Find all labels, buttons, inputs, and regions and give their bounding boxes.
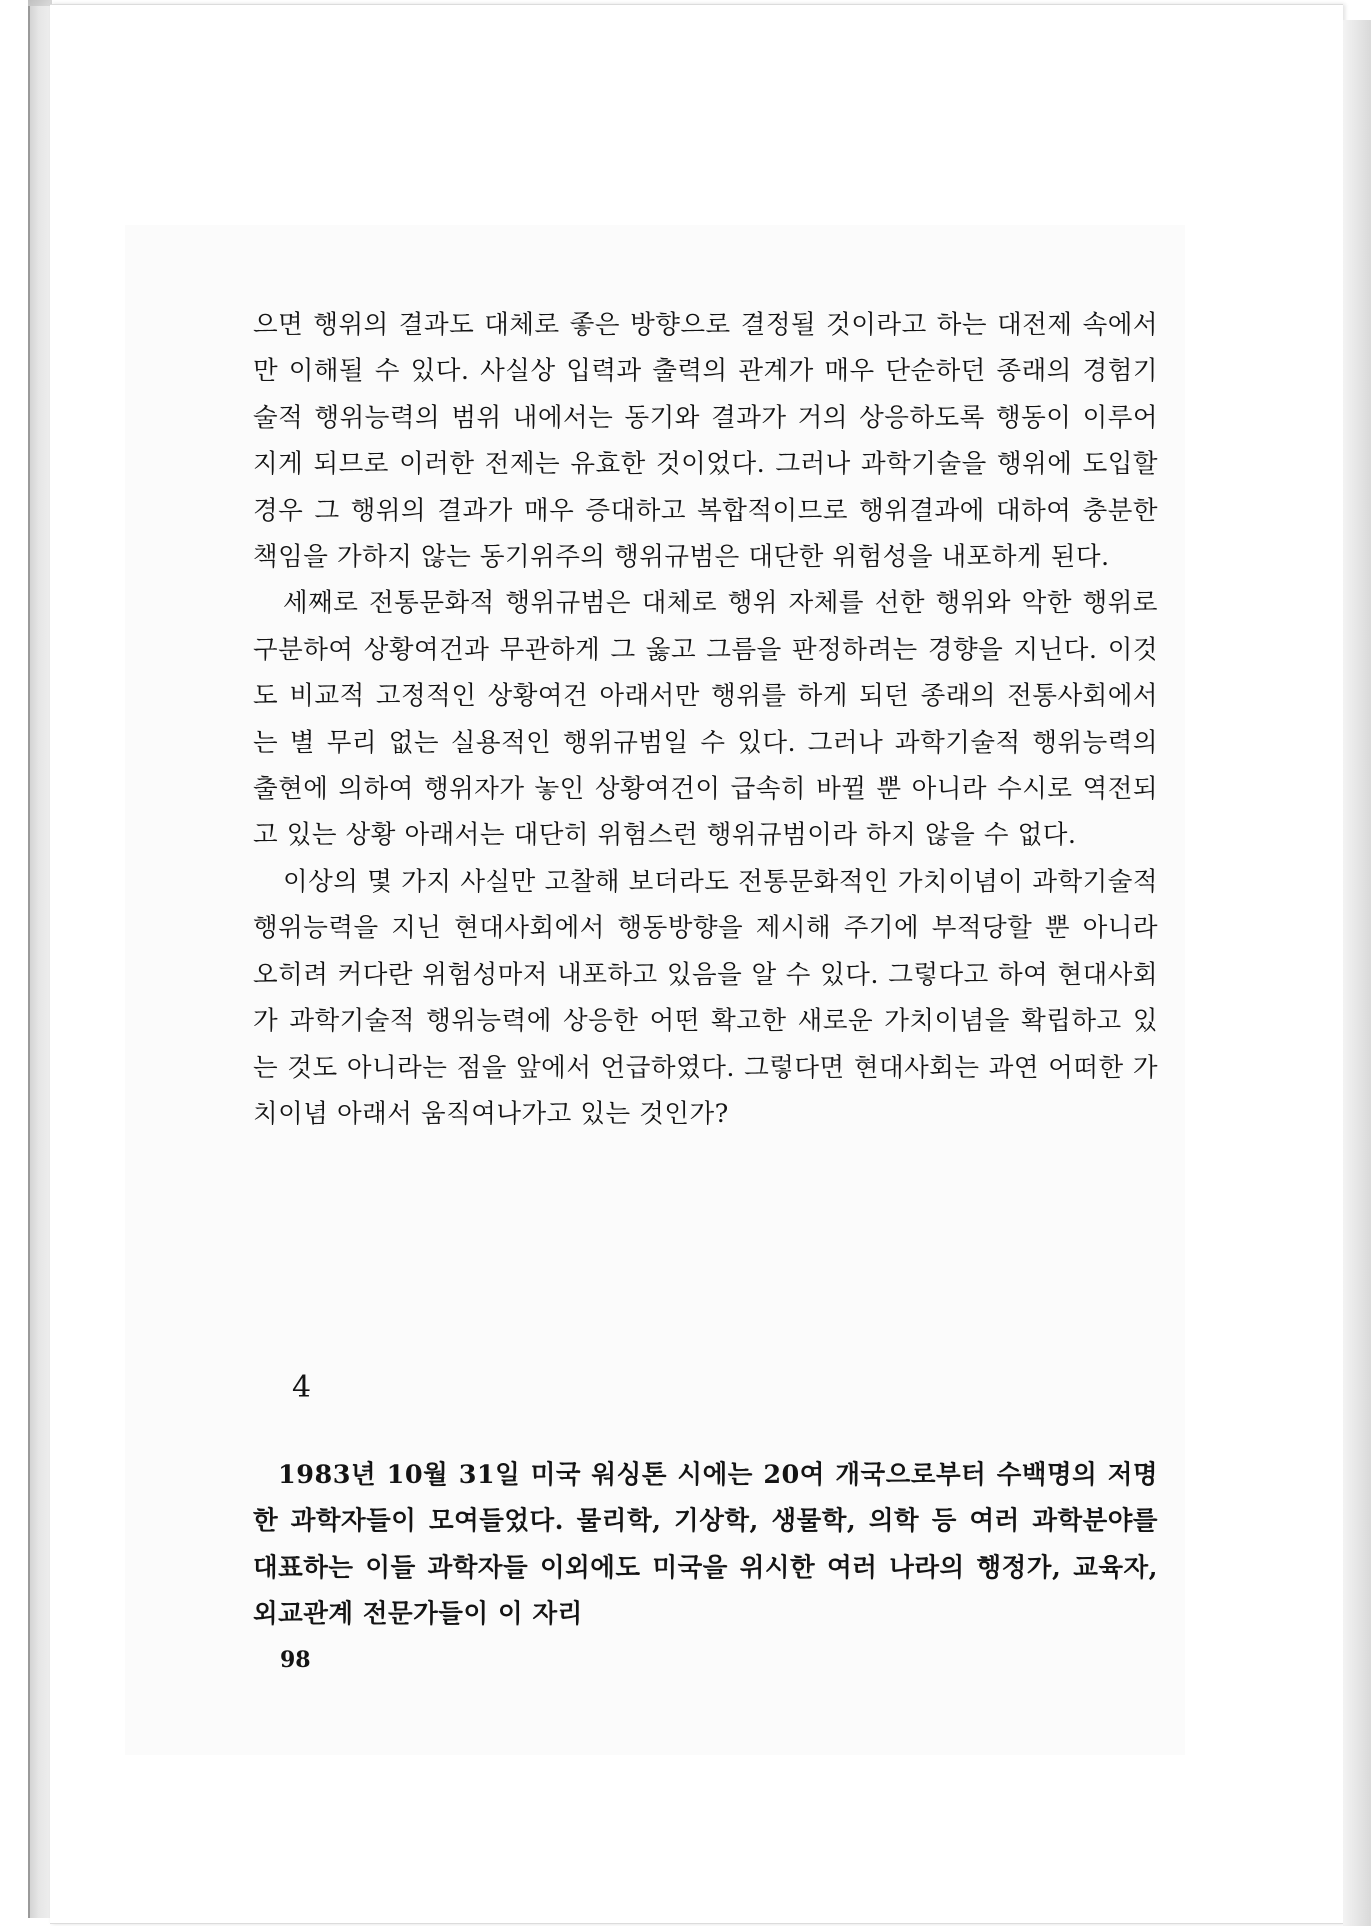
page-number: 98 xyxy=(280,1647,311,1673)
section-text-block xyxy=(253,1452,1158,1638)
paragraph: 이상의 몇 가지 사실만 고찰해 보더라도 전통문화적인 가치이념이 과학기술적 행위능력을 지닌 현대사회에서 행동방향을 제시해 주기에 부적당할 뿐 아니라 오히려 커다란 위험성마저 내포하고 있음을 알 수 있다. 그렇다고 하여 현대사회가 과학기술적 행위능력에 상응한 어떤 확고한 새로운 가치이념을 확립하고 있는 것도 아니라는 점을 앞에서 언급하였다. 그렇다면 현대사회는 과연 어떠한 가치이념 아래서 움직여나가고 있는 것인가? xyxy=(253,866,1158,1129)
page-edge xyxy=(1343,20,1371,1926)
main-text-block xyxy=(253,302,1158,1137)
section-number: 4 xyxy=(292,1370,312,1405)
paragraph: 으면 행위의 결과도 대체로 좋은 방향으로 결정될 것이라고 하는 대전제 속에서만 이해될 수 있다. 사실상 입력과 출력의 관계가 매우 단순하던 종래의 경험기술적 행위능력의 범위 내에서는 동기와 결과가 거의 상응하도록 행동이 이루어지게 되므로 이러한 전제는 유효한 것이었다. 그러나 과학기술을 행위에 도입할 경우 그 행위의 결과가 매우 증대하고 복합적이므로 행위결과에 대하여 충분한 책임을 가하지 않는 동기위주의 행위규범은 대단한 위험성을 내포하게 된다. xyxy=(253,310,1158,573)
paragraph: 1983년 10월 31일 미국 워싱톤 시에는 20여 개국으로부터 수백명의 저명한 과학자들이 모여들었다. 물리학, 기상학, 생물학, 의학 등 여러 과학분야를 대표하는 이들 과학자들 이외에도 미국을 위시한 여러 나라의 행정가, 교육자, 외교관계 전문가들이 이 자리 xyxy=(253,1460,1158,1630)
paragraph: 세째로 전통문화적 행위규범은 대체로 행위 자체를 선한 행위와 악한 행위로 구분하여 상황여건과 무관하게 그 옳고 그름을 판정하려는 경향을 지닌다. 이것도 비교적 고정적인 상황여건 아래서만 행위를 하게 되던 종래의 전통사회에서는 별 무리 없는 실용적인 행위규범일 수 있다. 그러나 과학기술적 행위능력의 출현에 의하여 행위자가 놓인 상황여건이 급속히 바뀔 뿐 아니라 수시로 역전되고 있는 상황 아래서는 대단히 위험스런 행위규범이라 하지 않을 수 없다. xyxy=(253,588,1158,851)
